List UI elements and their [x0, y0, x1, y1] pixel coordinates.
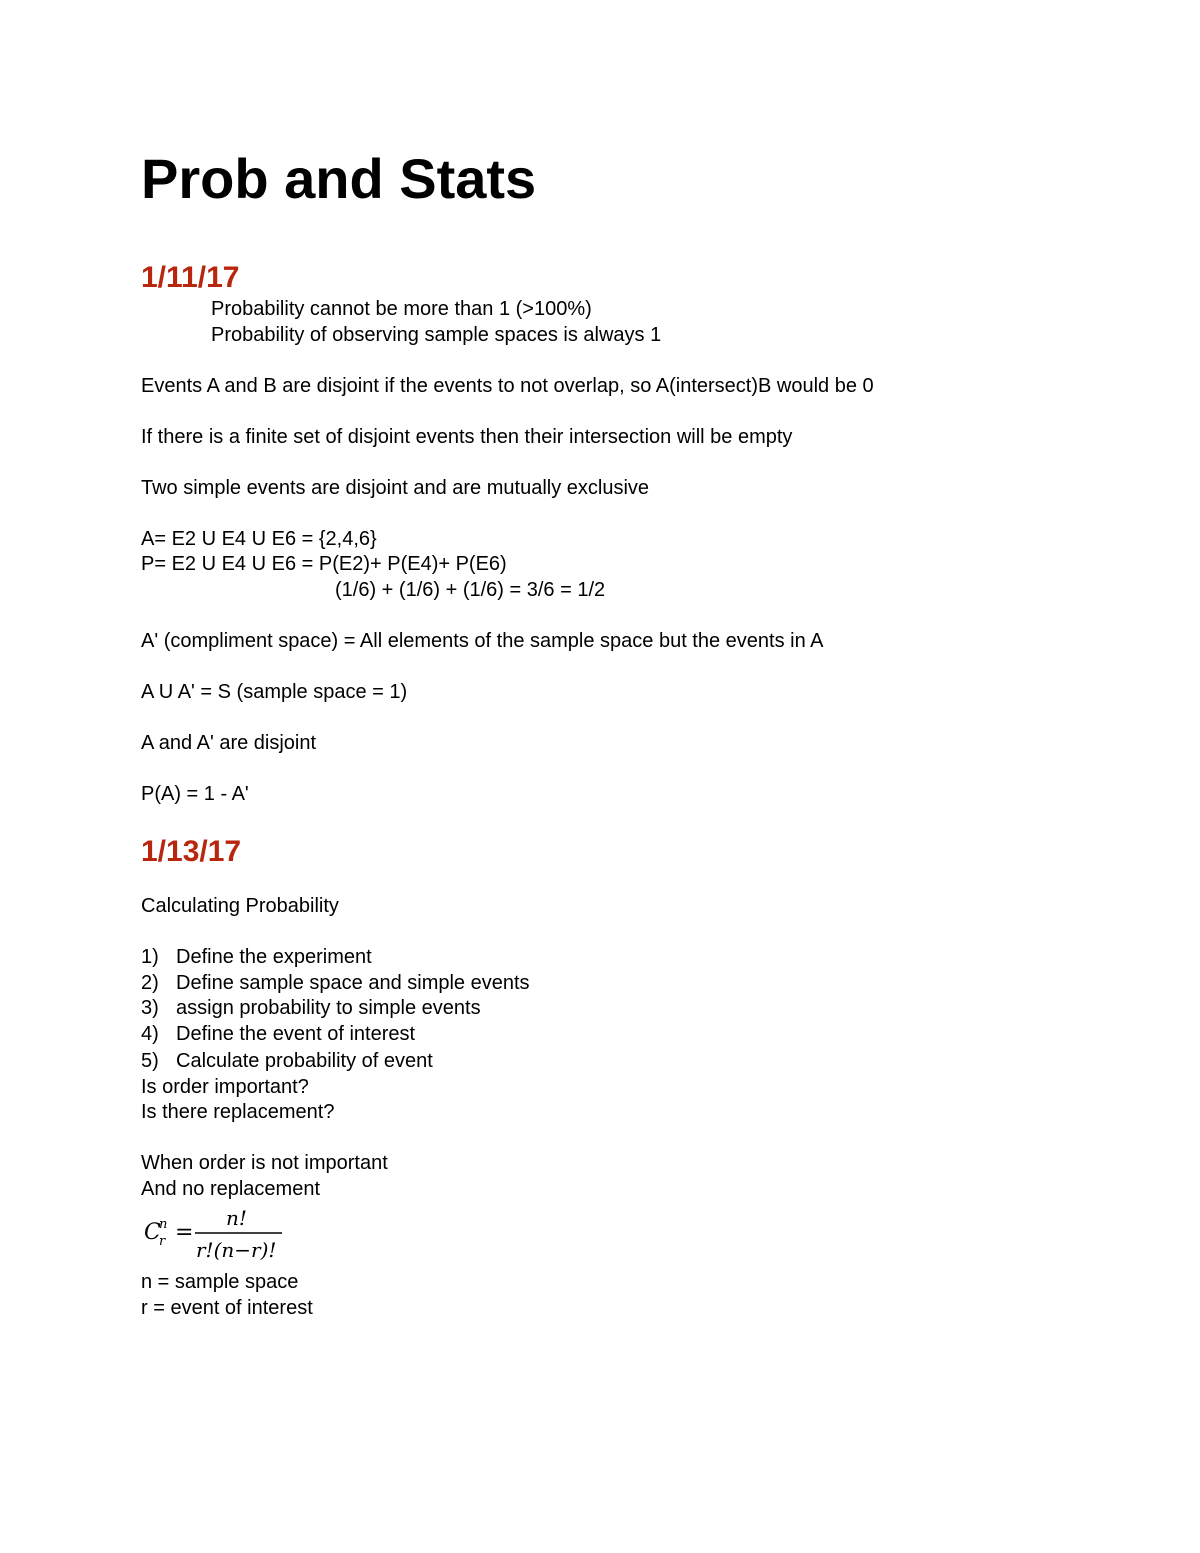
indented-line: Probability of observing sample spaces is always 1 — [211, 324, 662, 346]
list-item: 2) Define sample space and simple events — [141, 972, 530, 994]
body-line: A' (compliment space) = All elements of the sample space but the events in A — [141, 630, 824, 652]
section-date-1: 1/11/17 — [141, 261, 240, 294]
indented-line: Probability cannot be more than 1 (>100%) — [211, 298, 592, 320]
formula-equals: = — [175, 1220, 194, 1245]
question-line: Is order important? — [141, 1076, 309, 1098]
section-heading: Calculating Probability — [141, 895, 339, 917]
list-item: 5) Calculate probability of event — [141, 1050, 433, 1072]
formula-denominator: r!(n−r)! — [196, 1238, 277, 1262]
section-date-2: 1/13/17 — [141, 835, 242, 868]
body-line: Two simple events are disjoint and are mutually exclusive — [141, 477, 650, 499]
definition-line: n = sample space — [141, 1271, 299, 1293]
body-line: A= E2 U E4 U E6 = {2,4,6} — [141, 528, 377, 550]
question-line: Is there replacement? — [141, 1101, 335, 1123]
condition-line: When order is not important — [141, 1152, 388, 1174]
condition-line: And no replacement — [141, 1178, 321, 1200]
formula-subscript: r — [159, 1234, 166, 1249]
formula-superscript: n — [159, 1217, 168, 1232]
formula-symbol: C — [144, 1220, 161, 1245]
list-item: 4) Define the event of interest — [141, 1023, 416, 1045]
list-item: 3) assign probability to simple events — [141, 997, 481, 1019]
list-item: 1) Define the experiment — [141, 946, 372, 968]
body-line: Events A and B are disjoint if the events to not overlap, so A(intersect)B would be 0 — [141, 375, 874, 397]
body-line: If there is a finite set of disjoint events then their intersection will be empty — [141, 426, 793, 448]
body-line: A U A' = S (sample space = 1) — [141, 681, 408, 703]
body-line: P= E2 U E4 U E6 = P(E2)+ P(E4)+ P(E6) — [141, 553, 507, 575]
page-title: Prob and Stats — [141, 147, 537, 210]
body-line: (1/6) + (1/6) + (1/6) = 3/6 = 1/2 — [335, 579, 606, 601]
combination-formula — [142, 1203, 292, 1269]
formula-numerator: n! — [226, 1206, 247, 1230]
body-line: A and A' are disjoint — [141, 732, 317, 754]
body-line: P(A) = 1 - A' — [141, 783, 249, 805]
definition-line: r = event of interest — [141, 1297, 313, 1319]
